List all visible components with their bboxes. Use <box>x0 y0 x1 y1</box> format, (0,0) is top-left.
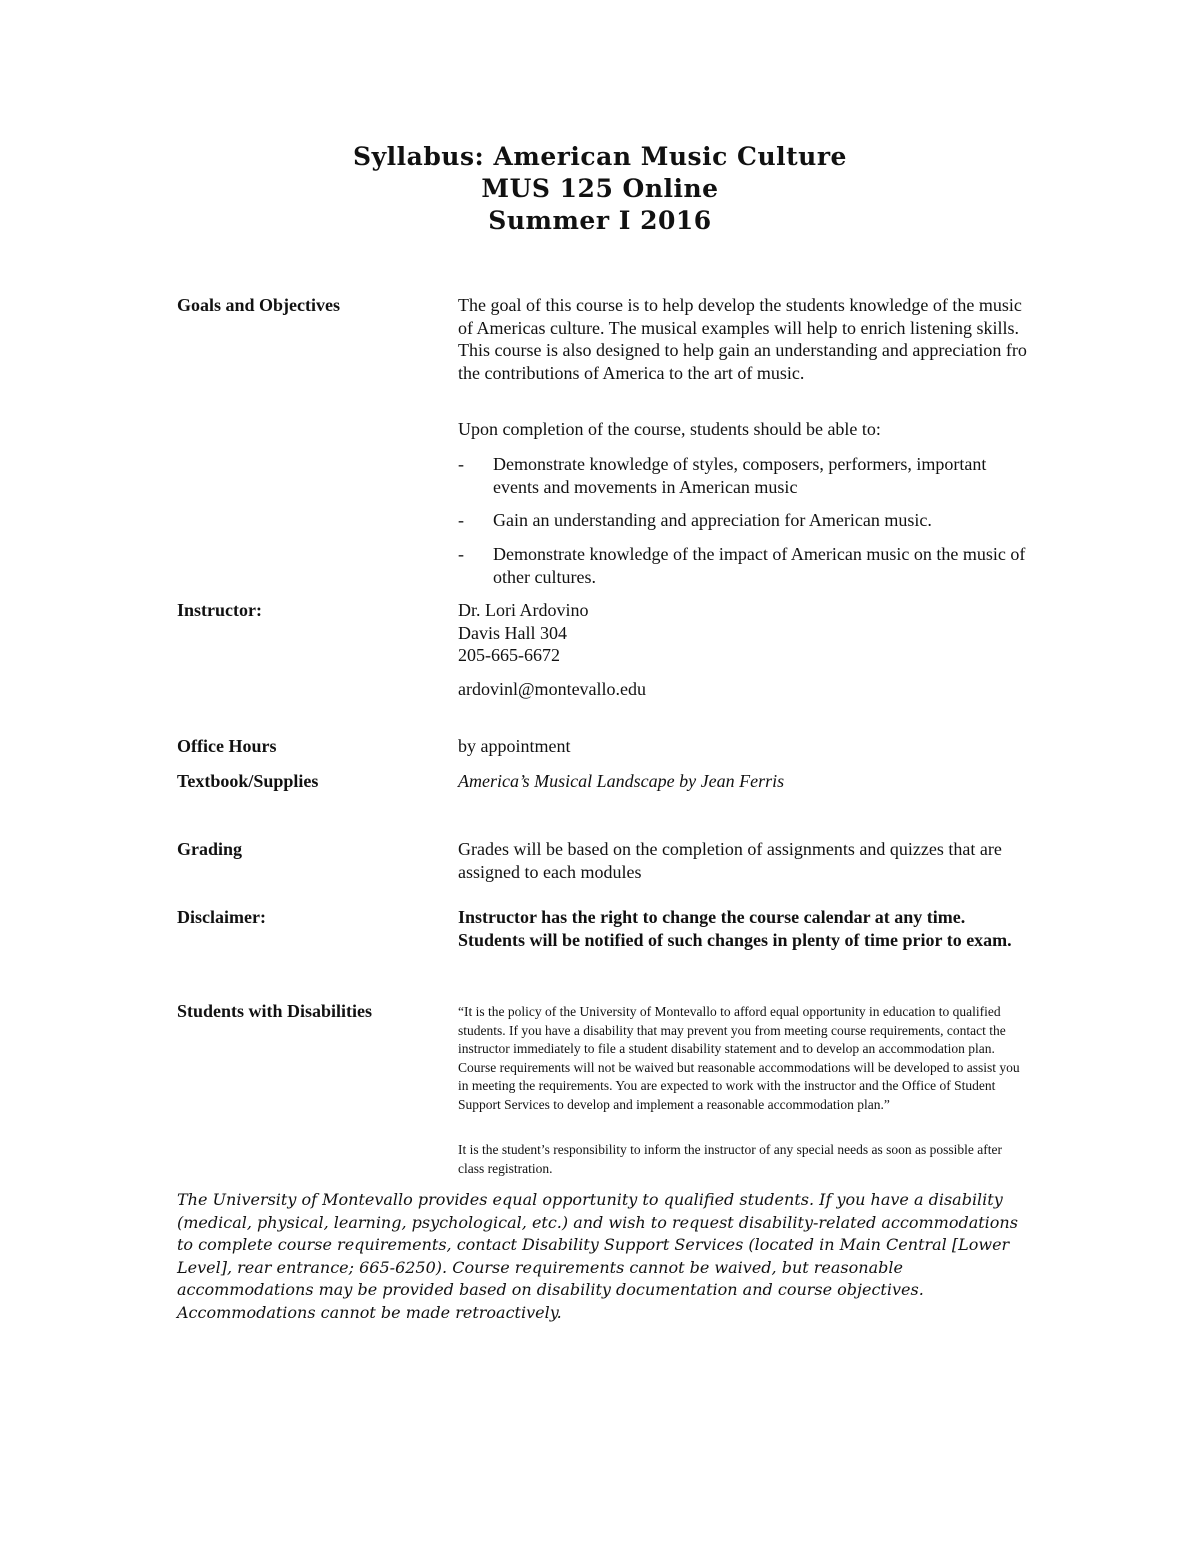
goals-intro: Upon completion of the course, students should be able to: <box>458 419 881 439</box>
instructor-name: Dr. Lori Ardovino <box>458 600 589 620</box>
objective-item <box>458 543 1028 588</box>
disclaimer-value: Instructor has the right to change the course calendar at any time. Students will be notified of such changes in plenty of time prior to exam. <box>458 907 1012 950</box>
goals-label: Goals and Objectives <box>177 295 341 315</box>
instructor-label: Instructor: <box>177 600 262 620</box>
textbook-label: Textbook/Supplies <box>177 771 319 791</box>
disabilities-responsibility: It is the student’s responsibility to inform the instructor of any special needs as soon as possible after class registration. <box>458 1142 1003 1176</box>
goals-content <box>458 294 1028 384</box>
title-line-3: Summer I 2016 <box>488 206 712 235</box>
objective-text: Demonstrate knowledge of the impact of American music on the music of other cultures. <box>493 544 1026 587</box>
instructor-details <box>458 599 1028 667</box>
objective-item <box>458 509 1028 532</box>
grading-label: Grading <box>177 839 243 859</box>
disabilities-label: Students with Disabilities <box>177 1001 373 1021</box>
instructor-email[interactable]: ardovinl@montevallo.edu <box>458 679 647 699</box>
title-line-2: MUS 125 Online <box>481 174 719 203</box>
objective-text: Gain an understanding and appreciation for American music. <box>493 510 932 530</box>
bullet-dash: - <box>458 454 464 474</box>
office-hours-value: by appointment <box>458 736 571 756</box>
objective-item <box>458 453 1028 498</box>
instructor-office: Davis Hall 304 <box>458 622 567 643</box>
textbook-value: America’s Musical Landscape by Jean Ferris <box>458 771 785 791</box>
bullet-dash: - <box>458 544 464 564</box>
bullet-dash: - <box>458 510 464 530</box>
grading-value: Grades will be based on the completion of assignments and quizzes that are assigned to each modules <box>458 839 1002 882</box>
goals-paragraph: The goal of this course is to help develop the students knowledge of the music of Americas culture. The musical examples will help to enrich listening skills. This course is also designed to help gain an understanding and appreciation fro the contributions of America to the art of music. <box>458 295 1027 383</box>
instructor-phone: 205-665-6672 <box>458 645 560 665</box>
disclaimer-label: Disclaimer: <box>177 907 266 927</box>
document-title <box>0 141 1200 237</box>
office-hours-label: Office Hours <box>177 736 277 756</box>
disabilities-policy: “It is the policy of the University of Montevallo to afford equal opportunity in education to qualified students. If you have a disability that may prevent you from meeting course requirements, contact the instructor immediately to file a student disability statement and to develop an accommodation plan. Course requirements will not be waived but reasonable accommodations will be developed to assist you in meeting the requirements. You are expected to work with the instructor and the Office of Student Support Services to develop and implement a reasonable accommodation plan.” <box>458 1004 1020 1112</box>
objective-text: Demonstrate knowledge of styles, composers, performers, important events and movements in American music <box>493 454 987 497</box>
equal-opportunity-statement: The University of Montevallo provides equal opportunity to qualified students. If you have a disability (medical, physical, learning, psychological, etc.) and wish to request disability-related accommodations to complete course requirements, contact Disability Support Services (located in Main Central [Lower Level], rear entrance; 665-6250). Course requirements cannot be waived, but reasonable accommodations may be provided based on disability documentation and course objectives. Accommodations cannot be made retroactively. <box>177 1190 1018 1322</box>
title-line-1: Syllabus: American Music Culture <box>353 142 847 171</box>
